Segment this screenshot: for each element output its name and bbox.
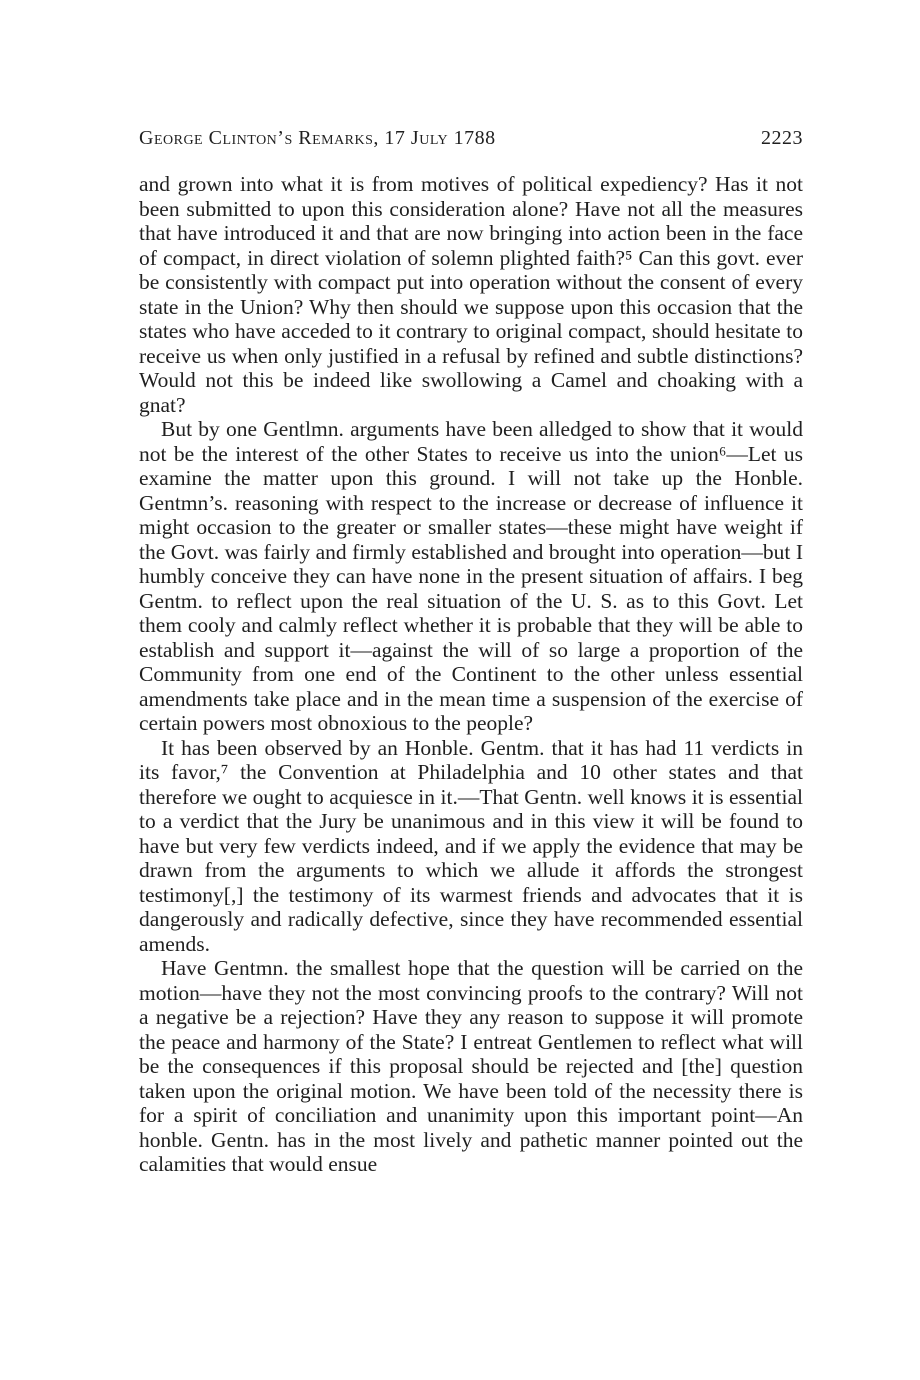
- paragraph-4: Have Gentmn. the smallest hope that the question will be carried on the motion—have they not the most convincing proofs to the contrary? Will not a negative be a rejection? Have they any reason to suppose it will promote the peace and harmony of the State? I entreat Gentlemen to reflect what will be the consequences if this proposal should be rejected and [the] question taken upon the original motion. We have been told of the necessity there is for a spirit of conciliation and unanimity upon this important point—An honble. Gentn. has in the most lively and pathetic manner pointed out the calamities that would ensue: [139, 956, 803, 1176]
- paragraph-1: and grown into what it is from motives of political expediency? Has it not been submitted to upon this consideration alone? Have not all the measures that have introduced it and that are now bringing into action been in the face of compact, in direct violation of solemn plighted faith?⁵ Can this govt. ever be consistently with compact put into operation without the consent of every state in the Union? Why then should we suppose upon this occasion that the states who have acceded to it contrary to original compact, should hesitate to receive us when only justified in a refusal by refined and subtle distinctions? Would not this be indeed like swollowing a Camel and choaking with a gnat?: [139, 172, 803, 417]
- paragraph-2: But by one Gentlmn. arguments have been alledged to show that it would not be the interest of the other States to receive us into the union⁶—Let us examine the matter upon this ground. I will not take up the Honble. Gentmn’s. reasoning with respect to the increase or decrease of influence it might occasion to the greater or smaller states—these might have weight if the Govt. was fairly and firmly established and brought into operation—but I humbly conceive they can have none in the present situation of affairs. I beg Gentm. to reflect upon the real situation of the U. S. as to this Govt. Let them cooly and calmly reflect whether it is probable that they will be able to establish and support it—against the will of so large a proportion of the Community from one end of the Continent to the other unless essential amendments take place and in the mean time a suspension of the exercise of certain powers most obnoxious to the people?: [139, 417, 803, 735]
- body-text: [139, 172, 803, 1177]
- running-head: [139, 124, 803, 152]
- page-number: 2223: [761, 127, 803, 149]
- running-title: George Clinton’s Remarks, 17 July 1788: [139, 127, 496, 149]
- paragraph-3: It has been observed by an Honble. Gentm. that it has had 11 verdicts in its favor,⁷ the Convention at Philadelphia and 10 other states and that therefore we ought to acquiesce in it.—That Gentn. well knows it is essential to a verdict that the Jury be unanimous and in this view it will be found to have but very few verdicts indeed, and if we apply the evidence that may be drawn from the arguments to which we allude it affords the strongest testimony[,] the testimony of its warmest friends and advocates that it is dangerously and radically defective, since they have recommended essential amends.: [139, 735, 803, 956]
